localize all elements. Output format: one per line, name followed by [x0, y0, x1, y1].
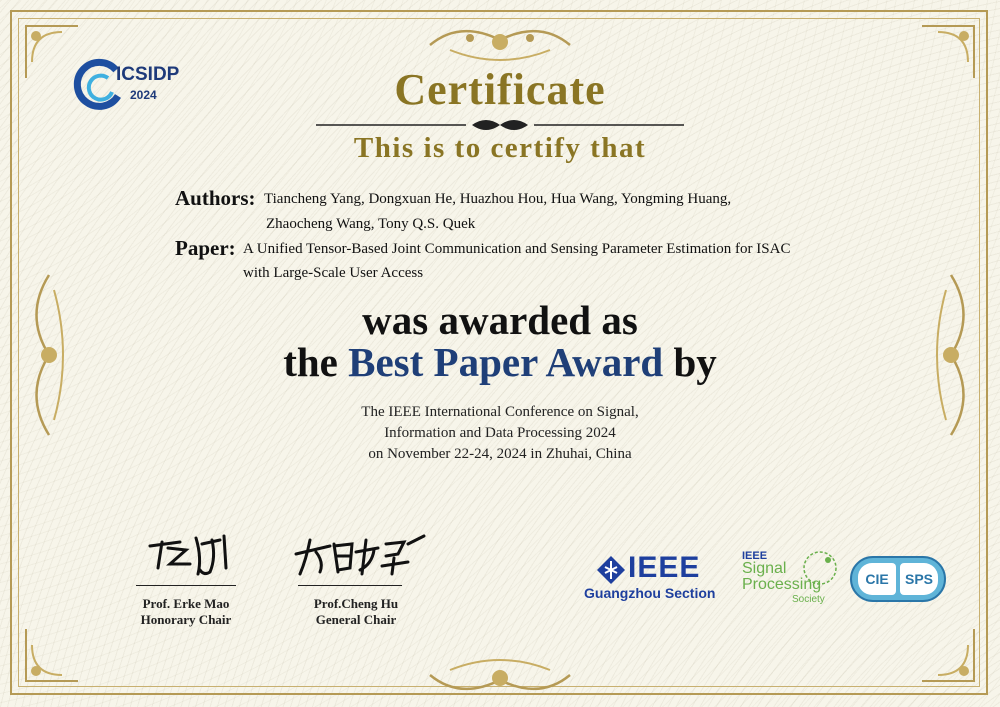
conference-line-2: Information and Data Processing 2024	[384, 425, 616, 441]
authors-label: Authors:	[175, 186, 256, 210]
paper-line-1: A Unified Tensor-Based Joint Communication and Sensing Parameter Estimation for ISAC	[243, 241, 791, 257]
cie-sps-logo	[850, 556, 946, 602]
signatory-1-name: Prof. Erke Mao	[142, 596, 230, 611]
certify-subtitle: This is to certify that	[353, 132, 647, 164]
certificate-title: Certificate	[394, 65, 606, 114]
signatory-2-name: Prof.Cheng Hu	[313, 596, 399, 611]
signature-erke-mao	[140, 528, 240, 578]
corner-ornament-bottom-right	[918, 625, 978, 685]
authors-line-1: Tiancheng Yang, Dongxuan He, Huazhou Hou, Hua Wang, Yongming Huang,	[264, 191, 732, 207]
awarded-as-text: was awarded as	[362, 297, 638, 343]
signature-cheng-hu	[290, 530, 430, 580]
award-suffix: by	[673, 339, 717, 385]
corner-ornament-bottom-left	[22, 625, 82, 685]
sps-processing-text: Processing	[742, 576, 822, 593]
paper-line-2: with Large-Scale User Access	[243, 265, 424, 281]
title-divider	[316, 117, 684, 133]
sps-ieee-text: IEEE	[742, 550, 768, 562]
top-center-ornament	[420, 20, 580, 70]
ieee-wordmark: IEEE	[628, 551, 701, 584]
signatory-2-role: General Chair	[315, 612, 397, 627]
conference-line-3: on November 22-24, 2024 in Zhuhai, China	[368, 446, 632, 462]
paper-label: Paper:	[175, 236, 236, 260]
sps-text: SPS	[900, 563, 938, 595]
signature-line-1	[136, 585, 236, 586]
ieee-guangzhou-logo	[584, 551, 729, 605]
authors-line-2: Zhaocheng Wang, Tony Q.S. Quek	[266, 216, 476, 232]
conference-line-1: The IEEE International Conference on Signal,	[361, 404, 639, 420]
ieee-section-name: Guangzhou Section	[584, 585, 716, 601]
cie-text: CIE	[858, 563, 896, 595]
icsidp-logo-year: 2024	[130, 88, 157, 102]
icsidp-logo-text: ICSIDP	[116, 64, 180, 85]
bottom-center-ornament	[420, 650, 580, 700]
award-name: Best Paper Award	[348, 339, 664, 385]
ieee-diamond-icon	[596, 555, 626, 585]
sps-society-text: Society	[792, 594, 825, 605]
sps-signal-text: Signal	[742, 560, 787, 577]
signature-line-2	[298, 585, 402, 586]
ieee-sps-logo	[740, 548, 840, 612]
award-line	[0, 338, 1000, 386]
award-prefix: the	[283, 339, 338, 385]
signatory-1-role: Honorary Chair	[140, 612, 232, 627]
